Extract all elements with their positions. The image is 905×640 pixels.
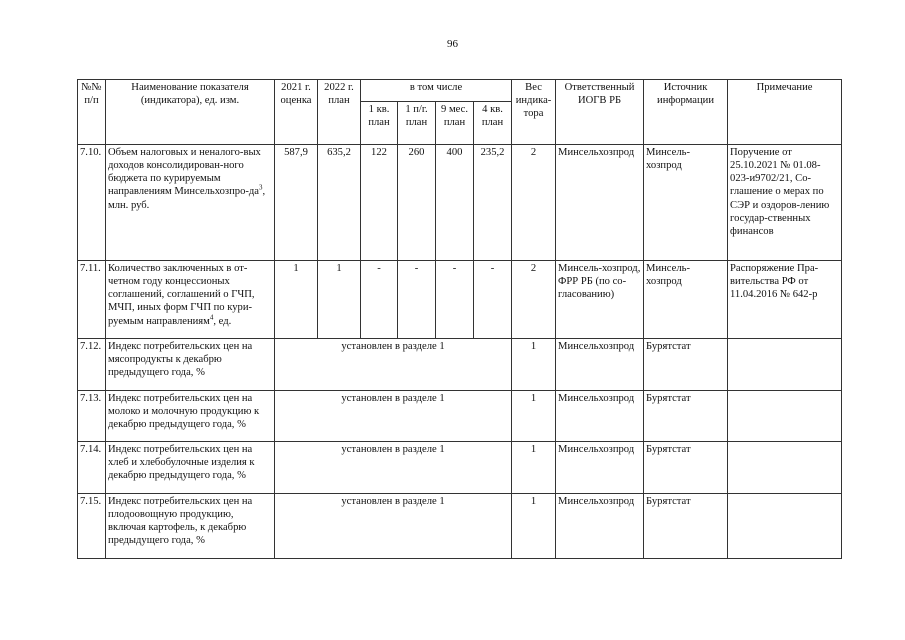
combined-values: установлен в разделе 1 (275, 339, 512, 391)
row-name: Индекс потребительских цен на хлеб и хлебобулочные изделия к декабрю предыдущего года, % (106, 442, 275, 494)
header-responsible: Ответственный ИОГВ РБ (556, 80, 644, 145)
value-responsible: Минсельхозпрод (556, 391, 644, 442)
row-name: Индекс потребительских цен на плодоовощную продукцию, включая картофель, к декабрю предыдущего года, % (106, 494, 275, 559)
value-9m: 400 (436, 145, 474, 261)
value-responsible: Минсельхозпрод (556, 145, 644, 261)
row-name-tail: , млн. руб. (108, 186, 266, 211)
table-row (78, 339, 842, 391)
value-2021: 1 (275, 261, 318, 339)
header-2022: 2022 г. план (318, 80, 361, 145)
value-weight: 1 (512, 442, 556, 494)
value-note (728, 391, 842, 442)
value-h1: - (398, 261, 436, 339)
value-note (728, 339, 842, 391)
value-weight: 1 (512, 494, 556, 559)
value-source: Бурятстат (644, 494, 728, 559)
header-2021: 2021 г. оценка (275, 80, 318, 145)
value-note: Поручение от 25.10.2021 № 01.08-023-и9702/21, Со-глашение о мерах по СЭР и оздоров-лению государ-ственных финансов (728, 145, 842, 261)
row-num: 7.10. (78, 145, 106, 261)
value-note: Распоряжение Пра-вительства РФ от 11.04.2016 № 642-р (728, 261, 842, 339)
header-num: №№ п/п (78, 80, 106, 145)
value-source: Минсель-хозпрод (644, 145, 728, 261)
row-name-text: Объем налоговых и неналого-вых доходов консолидирован-ного бюджета по курируемым направлениям Минсельхозпро-да (108, 147, 261, 198)
value-9m: - (436, 261, 474, 339)
row-name: Индекс потребительских цен на молоко и молочную продукцию к декабрю предыдущего года, % (106, 391, 275, 442)
combined-values: установлен в разделе 1 (275, 391, 512, 442)
footnote-ref: 4 (209, 312, 214, 321)
indicators-table (77, 79, 842, 559)
row-name: Индекс потребительских цен на мясопродукты к декабрю предыдущего года, % (106, 339, 275, 391)
value-responsible: Минсельхозпрод (556, 494, 644, 559)
header-source: Источник информации (644, 80, 728, 145)
value-weight: 1 (512, 391, 556, 442)
value-responsible: Минсельхозпрод (556, 339, 644, 391)
header-q1: 1 кв. план (361, 102, 398, 145)
row-name-tail: , ед. (213, 315, 232, 327)
value-2022: 1 (318, 261, 361, 339)
value-h1: 260 (398, 145, 436, 261)
value-q4: - (474, 261, 512, 339)
header-h1: 1 п/г. план (398, 102, 436, 145)
header-note: Примечание (728, 80, 842, 145)
header-including: в том числе (361, 80, 512, 102)
table-row (78, 442, 842, 494)
header-9m: 9 мес. план (436, 102, 474, 145)
value-source: Минсель-хозпрод (644, 261, 728, 339)
table-row (78, 261, 842, 339)
row-num: 7.13. (78, 391, 106, 442)
value-source: Бурятстат (644, 339, 728, 391)
row-num: 7.14. (78, 442, 106, 494)
row-num: 7.12. (78, 339, 106, 391)
footnote-ref: 3 (258, 183, 263, 192)
value-weight: 1 (512, 339, 556, 391)
value-note (728, 442, 842, 494)
value-responsible: Минсель-хозпрод, ФРР РБ (по со-гласованию) (556, 261, 644, 339)
row-name (106, 145, 275, 261)
value-2022: 635,2 (318, 145, 361, 261)
row-num: 7.11. (78, 261, 106, 339)
combined-values: установлен в разделе 1 (275, 442, 512, 494)
page-number: 96 (447, 38, 458, 50)
value-source: Бурятстат (644, 442, 728, 494)
value-weight: 2 (512, 145, 556, 261)
value-q1: - (361, 261, 398, 339)
table-row (78, 145, 842, 261)
header-q4: 4 кв. план (474, 102, 512, 145)
header-weight: Вес индика-тора (512, 80, 556, 145)
combined-values: установлен в разделе 1 (275, 494, 512, 559)
table-row (78, 494, 842, 559)
row-name-text: Количество заключенных в от-четном году концессионых соглашений, соглашений о ГЧП, МЧП, иных форм ГЧП по кури-руемым направлениям (108, 263, 255, 327)
header-name: Наименование показателя (индикатора), ед. изм. (106, 80, 275, 145)
value-source: Бурятстат (644, 391, 728, 442)
table-row (78, 391, 842, 442)
value-2021: 587,9 (275, 145, 318, 261)
row-num: 7.15. (78, 494, 106, 559)
value-note (728, 494, 842, 559)
row-name (106, 261, 275, 339)
value-weight: 2 (512, 261, 556, 339)
value-q4: 235,2 (474, 145, 512, 261)
value-q1: 122 (361, 145, 398, 261)
value-responsible: Минсельхозпрод (556, 442, 644, 494)
